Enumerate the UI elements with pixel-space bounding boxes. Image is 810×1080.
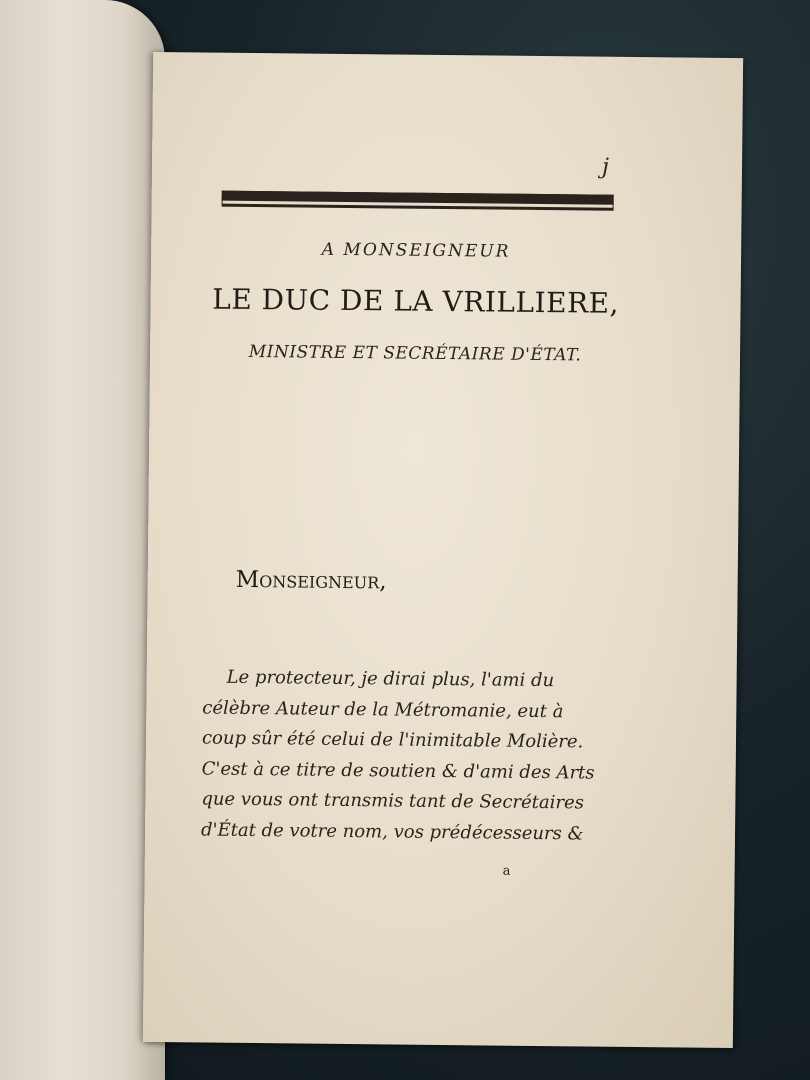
dedication-heading: A MONSEIGNEUR (321, 239, 511, 262)
signature-mark: a (502, 863, 511, 879)
left-page (0, 0, 165, 1080)
body-line: d'État de votre nom, vos prédécesseurs & (200, 818, 584, 844)
body-line: coup sûr été celui de l'inimitable Molière. (201, 727, 584, 753)
dedicatee-name: LE DUC DE LA VRILLIERE, (212, 282, 620, 320)
body-line: C'est à ce titre de soutien & d'ami des Arts (201, 757, 595, 784)
right-page (143, 52, 743, 1048)
ornamental-rule (222, 191, 614, 205)
body-line: célèbre Auteur de la Métromanie, eut à (202, 696, 564, 722)
body-line: que vous ont transmis tant de Secrétaires (201, 788, 585, 814)
dedicatee-title: MINISTRE ET SECRÉTAIRE D'ÉTAT. (248, 341, 582, 366)
body-text (201, 662, 603, 849)
salutation: Monseigneur, (235, 566, 387, 595)
body-line: Le protecteur, je dirai plus, l'ami du (226, 666, 555, 692)
page-number: j (601, 154, 609, 180)
